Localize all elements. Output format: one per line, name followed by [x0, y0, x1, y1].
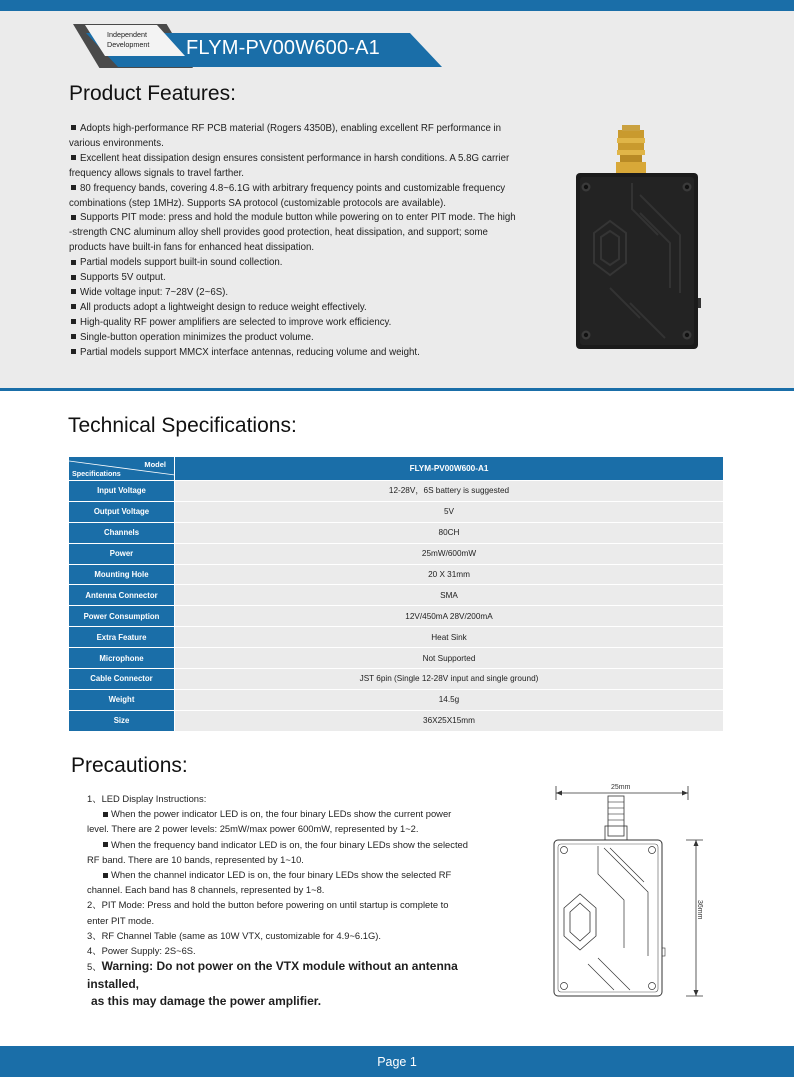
- spec-row: [69, 710, 724, 731]
- feature-line: [69, 346, 539, 361]
- features-heading: Product Features:: [69, 82, 236, 105]
- spec-value: Not Supported: [175, 648, 724, 669]
- spec-model-cell: FLYM-PV00W600-A1: [175, 457, 724, 481]
- spec-label: Size: [69, 710, 175, 731]
- bullet-icon: [71, 275, 76, 280]
- bullet-icon: [71, 289, 76, 294]
- precautions-list: [87, 791, 497, 1011]
- spec-table: [68, 456, 724, 732]
- specs-heading: Technical Specifications:: [68, 414, 297, 437]
- spec-label: Extra Feature: [69, 627, 175, 648]
- spec-value: JST 6pin (Single 12-28V input and single ground): [175, 669, 724, 690]
- dimension-drawing: [548, 778, 718, 1003]
- warning-text: Warning: Do not power on the VTX module without an antenna installed,: [87, 959, 458, 991]
- feature-line: [69, 226, 539, 241]
- feature-line: [69, 331, 539, 346]
- width-dimension-label: 25mm: [611, 784, 631, 791]
- bullet-icon: [71, 125, 76, 130]
- feature-text: Adopts high-performance RF PCB material (Rogers 4350B), enabling excellent RF performance in: [80, 123, 502, 134]
- feature-text: 80 frequency bands, covering 4.8~6.1G with arbitrary frequency points and customizable frequency: [80, 182, 506, 194]
- feature-text: Supports PIT mode: press and hold the module button while powering on to enter PIT mode. The high: [80, 212, 516, 224]
- bullet-icon: [103, 873, 108, 878]
- spec-value: 5V: [175, 501, 724, 522]
- spec-value: 80CH: [175, 522, 724, 543]
- feature-line: [69, 137, 539, 152]
- precautions-heading: Precautions:: [71, 754, 188, 777]
- spec-value: SMA: [175, 585, 724, 606]
- spec-row: [69, 481, 724, 502]
- feature-line: [69, 122, 539, 137]
- precaution-text: When the channel indicator LED is on, the four binary LEDs show the selected RF: [111, 869, 452, 881]
- precaution-led-band-cont: RF band. There are 10 bands, represented by 1~10.: [87, 853, 304, 865]
- feature-text: Partial models support built-in sound collection.: [80, 257, 283, 269]
- bullet-icon: [71, 319, 76, 324]
- precaution-led-power-cont: level. There are 2 power levels: 25mW/max power 600mW, represented by 1~2.: [87, 823, 419, 835]
- badge-line-2: Development: [107, 39, 150, 49]
- warning-number: 5、: [87, 961, 102, 973]
- feature-line: [69, 167, 539, 182]
- feature-text: Partial models support MMCX interface antennas, reducing volume and weight.: [80, 346, 420, 358]
- feature-line: [69, 241, 539, 256]
- feature-text: combinations (step 1MHz). Supports SA protocol (customizable protocols are available).: [69, 197, 446, 209]
- precaution-power-supply: 4、Power Supply: 2S~6S.: [87, 945, 196, 957]
- feature-line: [69, 286, 539, 301]
- spec-label: Output Voltage: [69, 501, 175, 522]
- precaution-warning: [87, 958, 497, 993]
- feature-line: [69, 197, 539, 212]
- spec-value: 12-28V，6S battery is suggested: [175, 481, 724, 502]
- spec-label: Channels: [69, 522, 175, 543]
- badge-line-1: Independent: [107, 30, 147, 39]
- feature-text: High-quality RF power amplifiers are selected to improve work efficiency.: [80, 316, 392, 328]
- bullet-icon: [71, 260, 76, 265]
- spec-label: Mounting Hole: [69, 564, 175, 585]
- spec-row: [69, 564, 724, 585]
- height-dimension-label: 36mm: [696, 900, 703, 920]
- spec-value: 20 X 31mm: [175, 564, 724, 585]
- spec-value: 14.5g: [175, 689, 724, 710]
- bullet-icon: [103, 812, 108, 817]
- precaution-led-channel: [87, 867, 497, 882]
- spec-label: Power Consumption: [69, 606, 175, 627]
- spec-value: Heat Sink: [175, 627, 724, 648]
- precaution-led-heading: 1、LED Display Instructions:: [87, 793, 207, 804]
- feature-text: products have built-in fans for enhanced heat dissipation.: [69, 242, 315, 254]
- feature-line: [69, 211, 539, 226]
- spec-row: [69, 627, 724, 648]
- spec-label: Input Voltage: [69, 481, 175, 502]
- feature-line: [69, 256, 539, 271]
- page-number: Page 1: [377, 1055, 417, 1069]
- feature-text: Wide voltage input: 7~28V (2~6S).: [80, 286, 229, 298]
- feature-line: [69, 182, 539, 197]
- feature-text: All products adopt a lightweight design to reduce weight effectively.: [80, 301, 367, 313]
- spec-row: [69, 648, 724, 669]
- spec-value: 12V/450mA 28V/200mA: [175, 606, 724, 627]
- feature-text: -strength CNC aluminum alloy shell provides good protection, heat dissipation, and support; some: [69, 227, 488, 239]
- feature-line: [69, 152, 539, 167]
- precaution-channel-table: 3、RF Channel Table (same as 10W VTX, customizable for 4.9~6.1G).: [87, 929, 381, 941]
- feature-text: Supports 5V output.: [80, 272, 166, 284]
- spec-label: Antenna Connector: [69, 585, 175, 606]
- bullet-icon: [71, 334, 76, 339]
- spec-row: [69, 606, 724, 627]
- precaution-warning-cont: as this may damage the power amplifier.: [91, 994, 322, 1009]
- spec-row: [69, 689, 724, 710]
- spec-row: [69, 585, 724, 606]
- feature-line: [69, 316, 539, 331]
- precaution-led-band: [87, 837, 497, 852]
- feature-line: [69, 301, 539, 316]
- feature-text: Single-button operation minimizes the product volume.: [80, 331, 314, 343]
- bullet-icon: [71, 304, 76, 309]
- spec-row: [69, 501, 724, 522]
- spec-corner-cell: [69, 457, 175, 481]
- corner-spec-label: Specifications: [72, 469, 121, 478]
- spec-header-row: [69, 457, 724, 481]
- bullet-icon: [71, 185, 76, 190]
- spec-label: Weight: [69, 689, 175, 710]
- model-title: FLYM-PV00W600-A1: [186, 37, 381, 59]
- feature-text: various environments.: [69, 137, 164, 149]
- spec-row: [69, 669, 724, 690]
- feature-text: frequency allows signals to travel farther.: [69, 167, 244, 179]
- precaution-led-channel-cont: channel. Each band has 8 channels, represented by 1~8.: [87, 884, 325, 896]
- corner-model-label: Model: [144, 460, 166, 469]
- precaution-pit-mode: 2、PIT Mode: Press and hold the button before powering on until startup is complete to: [87, 899, 449, 911]
- spec-label: Power: [69, 543, 175, 564]
- spec-label: Microphone: [69, 648, 175, 669]
- spec-label: Cable Connector: [69, 669, 175, 690]
- bullet-icon: [71, 215, 76, 220]
- bullet-icon: [103, 842, 108, 847]
- bullet-icon: [71, 349, 76, 354]
- precaution-text: When the frequency band indicator LED is on, the four binary LEDs show the selected: [111, 838, 468, 850]
- precaution-text: When the power indicator LED is on, the four binary LEDs show the current power: [111, 808, 452, 820]
- features-list: [69, 122, 539, 361]
- product-photo: [570, 123, 706, 353]
- independent-development-badge: [107, 30, 149, 49]
- precaution-pit-mode-cont: enter PIT mode.: [87, 914, 155, 926]
- spec-value: 25mW/600mW: [175, 543, 724, 564]
- spec-row: [69, 522, 724, 543]
- precaution-led-power: [87, 806, 497, 821]
- feature-text: Excellent heat dissipation design ensures consistent performance in harsh conditions. A 5.8G carrier: [80, 152, 510, 164]
- top-accent-bar: [0, 0, 794, 11]
- feature-line: [69, 271, 539, 286]
- bullet-icon: [71, 155, 76, 160]
- spec-row: [69, 543, 724, 564]
- spec-value: 36X25X15mm: [175, 710, 724, 731]
- section-divider: [0, 388, 794, 391]
